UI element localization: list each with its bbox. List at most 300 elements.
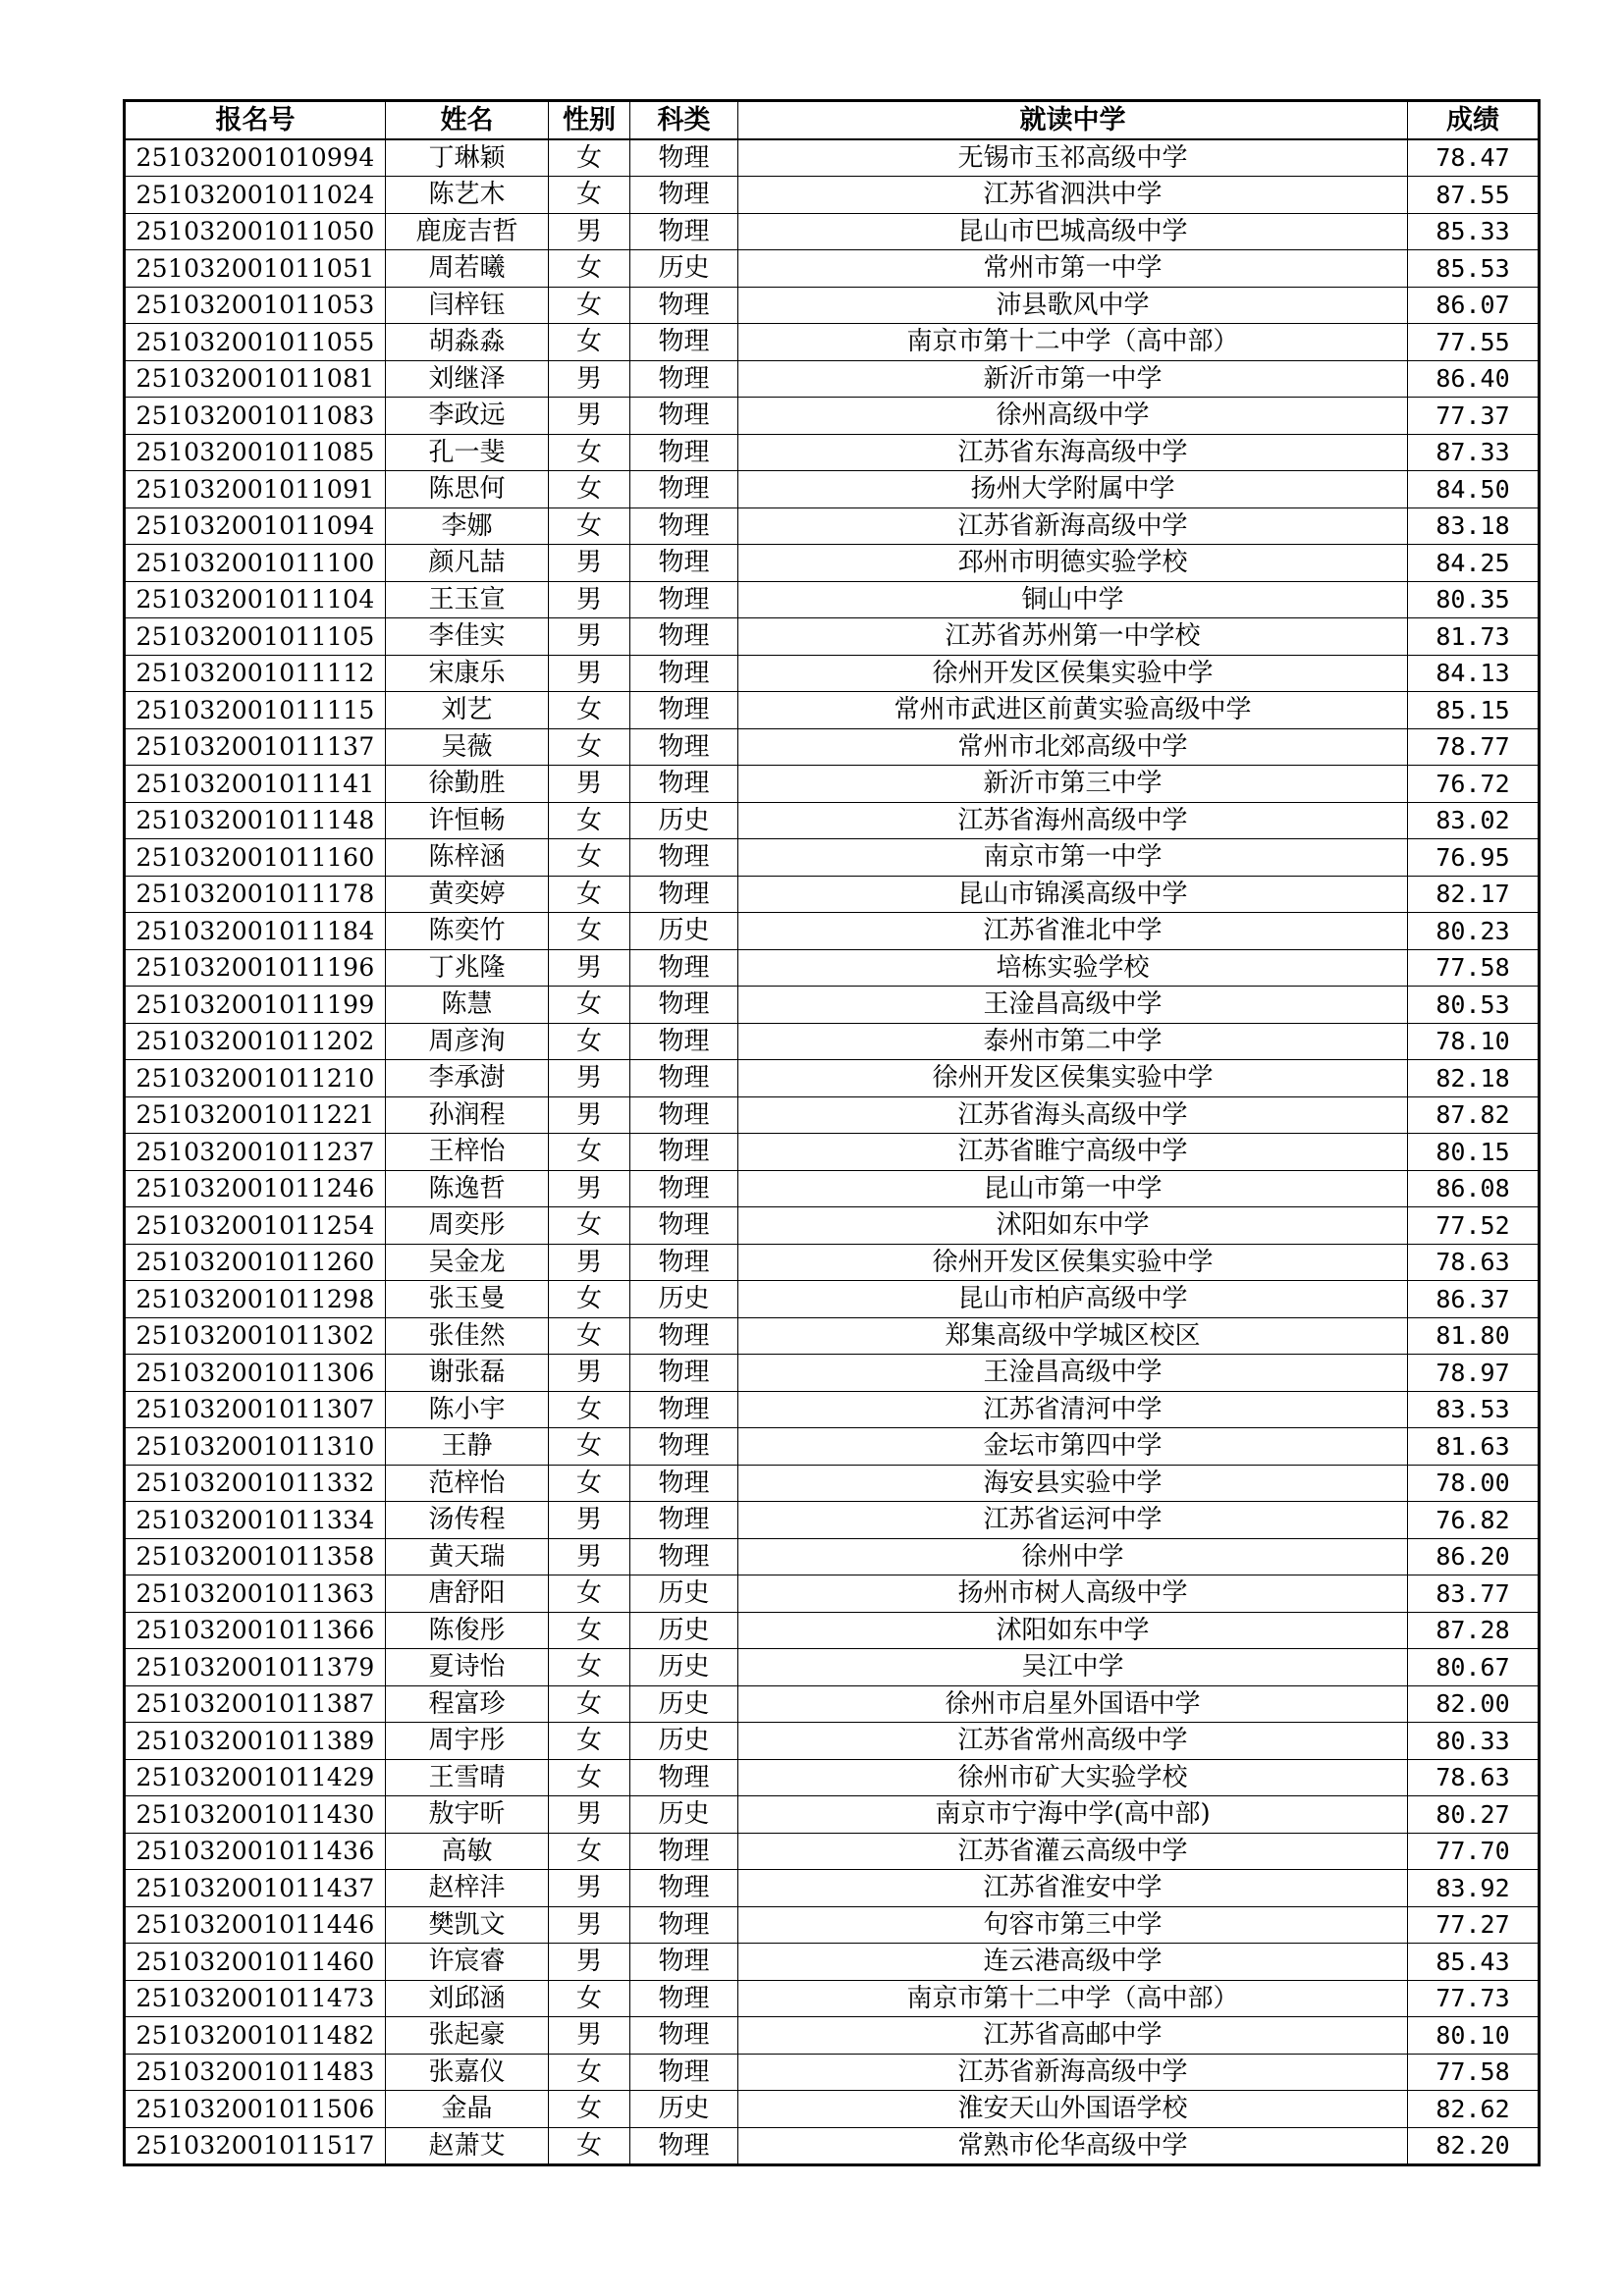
score-cell: 82.62 bbox=[1408, 2091, 1540, 2128]
score-cell: 78.10 bbox=[1408, 1023, 1540, 1060]
table-row bbox=[125, 1833, 1540, 1870]
school-cell: 南京市第十二中学（高中部） bbox=[738, 1980, 1408, 2017]
student-name-cell: 张佳然 bbox=[386, 1317, 549, 1355]
registration-number-cell: 251032001011112 bbox=[125, 655, 386, 692]
student-name-cell: 丁琳颖 bbox=[386, 139, 549, 177]
student-name-cell: 孔一斐 bbox=[386, 434, 549, 471]
score-cell: 84.25 bbox=[1408, 545, 1540, 582]
school-cell: 昆山市第一中学 bbox=[738, 1170, 1408, 1207]
table-row bbox=[125, 655, 1540, 692]
table-header bbox=[125, 101, 1540, 139]
table-row bbox=[125, 1317, 1540, 1355]
table-row bbox=[125, 1612, 1540, 1649]
subject-track-cell: 物理 bbox=[630, 1391, 738, 1428]
subject-track-cell: 物理 bbox=[630, 1906, 738, 1944]
subject-track-cell: 物理 bbox=[630, 949, 738, 987]
student-name-cell: 周若曦 bbox=[386, 250, 549, 288]
score-cell: 87.33 bbox=[1408, 434, 1540, 471]
table-row bbox=[125, 802, 1540, 839]
school-cell: 淮安天山外国语学校 bbox=[738, 2091, 1408, 2128]
gender-cell: 男 bbox=[549, 949, 630, 987]
gender-cell: 女 bbox=[549, 839, 630, 877]
score-cell: 78.77 bbox=[1408, 728, 1540, 766]
registration-number-cell: 251032001011237 bbox=[125, 1134, 386, 1171]
student-name-cell: 宋康乐 bbox=[386, 655, 549, 692]
gender-cell: 女 bbox=[549, 1465, 630, 1502]
table-row bbox=[125, 1944, 1540, 1981]
table-row bbox=[125, 1796, 1540, 1834]
subject-track-cell: 物理 bbox=[630, 1355, 738, 1392]
subject-track-cell: 物理 bbox=[630, 287, 738, 324]
registration-number-cell: 251032001011160 bbox=[125, 839, 386, 877]
subject-track-cell: 物理 bbox=[630, 692, 738, 729]
table-row bbox=[125, 1723, 1540, 1760]
registration-number-cell: 251032001011094 bbox=[125, 507, 386, 545]
header-school: 就读中学 bbox=[738, 101, 1408, 139]
table-row bbox=[125, 1060, 1540, 1097]
table-row bbox=[125, 2054, 1540, 2091]
subject-track-cell: 历史 bbox=[630, 1685, 738, 1723]
subject-track-cell: 物理 bbox=[630, 1428, 738, 1466]
student-name-cell: 黄天瑞 bbox=[386, 1538, 549, 1575]
score-cell: 85.53 bbox=[1408, 250, 1540, 288]
gender-cell: 男 bbox=[549, 766, 630, 803]
subject-track-cell: 物理 bbox=[630, 1833, 738, 1870]
table-row bbox=[125, 728, 1540, 766]
registration-number-cell: 251032001011446 bbox=[125, 1906, 386, 1944]
score-cell: 80.33 bbox=[1408, 1723, 1540, 1760]
score-cell: 86.08 bbox=[1408, 1170, 1540, 1207]
registration-number-cell: 251032001011307 bbox=[125, 1391, 386, 1428]
student-name-cell: 陈逸哲 bbox=[386, 1170, 549, 1207]
gender-cell: 女 bbox=[549, 1134, 630, 1171]
student-name-cell: 陈慧 bbox=[386, 987, 549, 1024]
score-cell: 87.28 bbox=[1408, 1612, 1540, 1649]
gender-cell: 女 bbox=[549, 1391, 630, 1428]
registration-number-cell: 251032001011430 bbox=[125, 1796, 386, 1834]
school-cell: 江苏省灌云高级中学 bbox=[738, 1833, 1408, 1870]
school-cell: 培栋实验学校 bbox=[738, 949, 1408, 987]
school-cell: 江苏省清河中学 bbox=[738, 1391, 1408, 1428]
gender-cell: 女 bbox=[549, 250, 630, 288]
student-name-cell: 程富珍 bbox=[386, 1685, 549, 1723]
school-cell: 徐州市启星外国语中学 bbox=[738, 1685, 1408, 1723]
subject-track-cell: 历史 bbox=[630, 1281, 738, 1318]
score-cell: 78.63 bbox=[1408, 1759, 1540, 1796]
registration-number-cell: 251032001011260 bbox=[125, 1244, 386, 1281]
subject-track-cell: 物理 bbox=[630, 766, 738, 803]
registration-number-cell: 251032001011055 bbox=[125, 324, 386, 361]
student-name-cell: 许宸睿 bbox=[386, 1944, 549, 1981]
registration-number-cell: 251032001011199 bbox=[125, 987, 386, 1024]
student-name-cell: 周奕彤 bbox=[386, 1207, 549, 1245]
student-name-cell: 李佳实 bbox=[386, 618, 549, 656]
table-row bbox=[125, 1906, 1540, 1944]
table-row bbox=[125, 618, 1540, 656]
score-cell: 87.55 bbox=[1408, 177, 1540, 214]
table-row bbox=[125, 1023, 1540, 1060]
gender-cell: 女 bbox=[549, 1649, 630, 1686]
gender-cell: 男 bbox=[549, 398, 630, 435]
gender-cell: 男 bbox=[549, 1355, 630, 1392]
registration-number-cell: 251032001011332 bbox=[125, 1465, 386, 1502]
registration-number-cell: 251032001011254 bbox=[125, 1207, 386, 1245]
table-row bbox=[125, 1465, 1540, 1502]
table-body bbox=[125, 139, 1540, 2165]
score-cell: 77.73 bbox=[1408, 1980, 1540, 2017]
registration-number-cell: 251032001011141 bbox=[125, 766, 386, 803]
table-row bbox=[125, 987, 1540, 1024]
school-cell: 江苏省睢宁高级中学 bbox=[738, 1134, 1408, 1171]
school-cell: 郑集高级中学城区校区 bbox=[738, 1317, 1408, 1355]
gender-cell: 男 bbox=[549, 545, 630, 582]
table-row bbox=[125, 545, 1540, 582]
gender-cell: 女 bbox=[549, 324, 630, 361]
school-cell: 江苏省海头高级中学 bbox=[738, 1096, 1408, 1134]
school-cell: 江苏省运河中学 bbox=[738, 1502, 1408, 1539]
student-name-cell: 刘邱涵 bbox=[386, 1980, 549, 2017]
registration-number-cell: 251032001011050 bbox=[125, 213, 386, 250]
gender-cell: 女 bbox=[549, 1612, 630, 1649]
subject-track-cell: 物理 bbox=[630, 876, 738, 913]
gender-cell: 女 bbox=[549, 507, 630, 545]
registration-number-cell: 251032001011081 bbox=[125, 360, 386, 398]
registration-number-cell: 251032001011024 bbox=[125, 177, 386, 214]
school-cell: 王淦昌高级中学 bbox=[738, 1355, 1408, 1392]
table-row bbox=[125, 1649, 1540, 1686]
registration-number-cell: 251032001011306 bbox=[125, 1355, 386, 1392]
registration-number-cell: 251032001011184 bbox=[125, 913, 386, 950]
registration-number-cell: 251032001011437 bbox=[125, 1870, 386, 1907]
score-cell: 80.10 bbox=[1408, 2017, 1540, 2055]
student-name-cell: 李承澍 bbox=[386, 1060, 549, 1097]
gender-cell: 男 bbox=[549, 1796, 630, 1834]
score-cell: 84.13 bbox=[1408, 655, 1540, 692]
subject-track-cell: 物理 bbox=[630, 2054, 738, 2091]
registration-number-cell: 251032001011051 bbox=[125, 250, 386, 288]
subject-track-cell: 物理 bbox=[630, 139, 738, 177]
subject-track-cell: 历史 bbox=[630, 1575, 738, 1613]
registration-number-cell: 251032001011483 bbox=[125, 2054, 386, 2091]
student-name-cell: 张起豪 bbox=[386, 2017, 549, 2055]
student-name-cell: 张嘉仪 bbox=[386, 2054, 549, 2091]
gender-cell: 女 bbox=[549, 139, 630, 177]
score-cell: 80.53 bbox=[1408, 987, 1540, 1024]
subject-track-cell: 物理 bbox=[630, 1096, 738, 1134]
school-cell: 徐州中学 bbox=[738, 1538, 1408, 1575]
subject-track-cell: 物理 bbox=[630, 728, 738, 766]
subject-track-cell: 历史 bbox=[630, 1796, 738, 1834]
header-name: 姓名 bbox=[386, 101, 549, 139]
table-row bbox=[125, 1207, 1540, 1245]
registration-number-cell: 251032001011221 bbox=[125, 1096, 386, 1134]
gender-cell: 男 bbox=[549, 1538, 630, 1575]
registration-number-cell: 251032001011246 bbox=[125, 1170, 386, 1207]
score-cell: 85.15 bbox=[1408, 692, 1540, 729]
school-cell: 江苏省东海高级中学 bbox=[738, 434, 1408, 471]
gender-cell: 男 bbox=[549, 1244, 630, 1281]
gender-cell: 女 bbox=[549, 876, 630, 913]
student-name-cell: 王玉宣 bbox=[386, 581, 549, 618]
school-cell: 江苏省高邮中学 bbox=[738, 2017, 1408, 2055]
registration-number-cell: 251032001011148 bbox=[125, 802, 386, 839]
school-cell: 南京市第一中学 bbox=[738, 839, 1408, 877]
score-cell: 80.35 bbox=[1408, 581, 1540, 618]
registration-number-cell: 251032001011100 bbox=[125, 545, 386, 582]
table-row bbox=[125, 692, 1540, 729]
subject-track-cell: 物理 bbox=[630, 1502, 738, 1539]
score-cell: 77.58 bbox=[1408, 949, 1540, 987]
registration-number-cell: 251032001011358 bbox=[125, 1538, 386, 1575]
subject-track-cell: 物理 bbox=[630, 1060, 738, 1097]
school-cell: 江苏省新海高级中学 bbox=[738, 507, 1408, 545]
table-row bbox=[125, 2091, 1540, 2128]
score-cell: 83.18 bbox=[1408, 507, 1540, 545]
student-name-cell: 李政远 bbox=[386, 398, 549, 435]
student-name-cell: 谢张磊 bbox=[386, 1355, 549, 1392]
student-name-cell: 闫梓钰 bbox=[386, 287, 549, 324]
score-cell: 82.17 bbox=[1408, 876, 1540, 913]
score-cell: 85.43 bbox=[1408, 1944, 1540, 1981]
school-cell: 海安县实验中学 bbox=[738, 1465, 1408, 1502]
header-gender: 性别 bbox=[549, 101, 630, 139]
table-row bbox=[125, 139, 1540, 177]
table-row bbox=[125, 471, 1540, 508]
student-name-cell: 许恒畅 bbox=[386, 802, 549, 839]
score-cell: 80.27 bbox=[1408, 1796, 1540, 1834]
score-cell: 80.23 bbox=[1408, 913, 1540, 950]
score-cell: 80.67 bbox=[1408, 1649, 1540, 1686]
registration-number-cell: 251032001011363 bbox=[125, 1575, 386, 1613]
school-cell: 江苏省常州高级中学 bbox=[738, 1723, 1408, 1760]
score-cell: 78.00 bbox=[1408, 1465, 1540, 1502]
table-row bbox=[125, 324, 1540, 361]
gender-cell: 男 bbox=[549, 581, 630, 618]
score-cell: 87.82 bbox=[1408, 1096, 1540, 1134]
school-cell: 金坛市第四中学 bbox=[738, 1428, 1408, 1466]
registration-number-cell: 251032001011517 bbox=[125, 2127, 386, 2165]
table-row bbox=[125, 434, 1540, 471]
header-subject-track: 科类 bbox=[630, 101, 738, 139]
registration-number-cell: 251032001010994 bbox=[125, 139, 386, 177]
student-name-cell: 范梓怡 bbox=[386, 1465, 549, 1502]
student-name-cell: 王静 bbox=[386, 1428, 549, 1466]
score-cell: 82.20 bbox=[1408, 2127, 1540, 2165]
gender-cell: 男 bbox=[549, 1060, 630, 1097]
registration-number-cell: 251032001011436 bbox=[125, 1833, 386, 1870]
gender-cell: 男 bbox=[549, 360, 630, 398]
table-row bbox=[125, 1096, 1540, 1134]
gender-cell: 女 bbox=[549, 1980, 630, 2017]
student-name-cell: 张玉曼 bbox=[386, 1281, 549, 1318]
school-cell: 无锡市玉祁高级中学 bbox=[738, 139, 1408, 177]
table-row bbox=[125, 1575, 1540, 1613]
student-name-cell: 敖宇昕 bbox=[386, 1796, 549, 1834]
registration-number-cell: 251032001011105 bbox=[125, 618, 386, 656]
subject-track-cell: 物理 bbox=[630, 471, 738, 508]
score-cell: 86.37 bbox=[1408, 1281, 1540, 1318]
subject-track-cell: 物理 bbox=[630, 839, 738, 877]
school-cell: 昆山市柏庐高级中学 bbox=[738, 1281, 1408, 1318]
score-cell: 77.37 bbox=[1408, 398, 1540, 435]
student-name-cell: 樊凯文 bbox=[386, 1906, 549, 1944]
header-registration-number: 报名号 bbox=[125, 101, 386, 139]
student-name-cell: 陈奕竹 bbox=[386, 913, 549, 950]
registration-number-cell: 251032001011115 bbox=[125, 692, 386, 729]
registration-number-cell: 251032001011053 bbox=[125, 287, 386, 324]
subject-track-cell: 物理 bbox=[630, 618, 738, 656]
student-name-cell: 刘继泽 bbox=[386, 360, 549, 398]
student-name-cell: 吴薇 bbox=[386, 728, 549, 766]
score-cell: 85.33 bbox=[1408, 213, 1540, 250]
score-cell: 83.77 bbox=[1408, 1575, 1540, 1613]
subject-track-cell: 物理 bbox=[630, 1170, 738, 1207]
table-row bbox=[125, 913, 1540, 950]
table-row bbox=[125, 1134, 1540, 1171]
table-row bbox=[125, 287, 1540, 324]
table-row bbox=[125, 2127, 1540, 2165]
subject-track-cell: 物理 bbox=[630, 434, 738, 471]
student-name-cell: 王梓怡 bbox=[386, 1134, 549, 1171]
gender-cell: 女 bbox=[549, 471, 630, 508]
score-cell: 84.50 bbox=[1408, 471, 1540, 508]
gender-cell: 女 bbox=[549, 1317, 630, 1355]
table-row bbox=[125, 581, 1540, 618]
table-row bbox=[125, 1281, 1540, 1318]
registration-number-cell: 251032001011178 bbox=[125, 876, 386, 913]
student-name-cell: 黄奕婷 bbox=[386, 876, 549, 913]
score-table bbox=[123, 99, 1541, 2166]
school-cell: 江苏省苏州第一中学校 bbox=[738, 618, 1408, 656]
gender-cell: 女 bbox=[549, 1575, 630, 1613]
subject-track-cell: 物理 bbox=[630, 1944, 738, 1981]
school-cell: 徐州市矿大实验学校 bbox=[738, 1759, 1408, 1796]
table-row bbox=[125, 398, 1540, 435]
subject-track-cell: 物理 bbox=[630, 655, 738, 692]
student-name-cell: 陈俊彤 bbox=[386, 1612, 549, 1649]
student-name-cell: 陈思何 bbox=[386, 471, 549, 508]
subject-track-cell: 物理 bbox=[630, 507, 738, 545]
registration-number-cell: 251032001011366 bbox=[125, 1612, 386, 1649]
gender-cell: 女 bbox=[549, 913, 630, 950]
table-row bbox=[125, 1244, 1540, 1281]
school-cell: 王淦昌高级中学 bbox=[738, 987, 1408, 1024]
gender-cell: 女 bbox=[549, 177, 630, 214]
student-name-cell: 汤传程 bbox=[386, 1502, 549, 1539]
student-name-cell: 夏诗怡 bbox=[386, 1649, 549, 1686]
gender-cell: 女 bbox=[549, 692, 630, 729]
gender-cell: 男 bbox=[549, 1906, 630, 1944]
subject-track-cell: 物理 bbox=[630, 1207, 738, 1245]
school-cell: 常州市武进区前黄实验高级中学 bbox=[738, 692, 1408, 729]
registration-number-cell: 251032001011202 bbox=[125, 1023, 386, 1060]
student-name-cell: 刘艺 bbox=[386, 692, 549, 729]
score-cell: 77.52 bbox=[1408, 1207, 1540, 1245]
table-row bbox=[125, 1685, 1540, 1723]
gender-cell: 女 bbox=[549, 1207, 630, 1245]
gender-cell: 男 bbox=[549, 1096, 630, 1134]
school-cell: 常熟市伦华高级中学 bbox=[738, 2127, 1408, 2165]
subject-track-cell: 物理 bbox=[630, 1538, 738, 1575]
student-name-cell: 李娜 bbox=[386, 507, 549, 545]
score-cell: 86.07 bbox=[1408, 287, 1540, 324]
subject-track-cell: 物理 bbox=[630, 545, 738, 582]
subject-track-cell: 物理 bbox=[630, 398, 738, 435]
table-row bbox=[125, 250, 1540, 288]
gender-cell: 女 bbox=[549, 1833, 630, 1870]
school-cell: 南京市宁海中学(高中部) bbox=[738, 1796, 1408, 1834]
table-row bbox=[125, 949, 1540, 987]
gender-cell: 女 bbox=[549, 1723, 630, 1760]
subject-track-cell: 物理 bbox=[630, 2127, 738, 2165]
table-row bbox=[125, 766, 1540, 803]
registration-number-cell: 251032001011334 bbox=[125, 1502, 386, 1539]
table-row bbox=[125, 507, 1540, 545]
table-row bbox=[125, 1428, 1540, 1466]
header-row bbox=[125, 101, 1540, 139]
table-row bbox=[125, 1759, 1540, 1796]
registration-number-cell: 251032001011210 bbox=[125, 1060, 386, 1097]
subject-track-cell: 物理 bbox=[630, 581, 738, 618]
student-name-cell: 周宇彤 bbox=[386, 1723, 549, 1760]
student-name-cell: 唐舒阳 bbox=[386, 1575, 549, 1613]
school-cell: 新沂市第一中学 bbox=[738, 360, 1408, 398]
gender-cell: 女 bbox=[549, 987, 630, 1024]
table-row bbox=[125, 1980, 1540, 2017]
school-cell: 铜山中学 bbox=[738, 581, 1408, 618]
student-name-cell: 孙润程 bbox=[386, 1096, 549, 1134]
subject-track-cell: 物理 bbox=[630, 987, 738, 1024]
gender-cell: 男 bbox=[549, 1502, 630, 1539]
gender-cell: 女 bbox=[549, 2091, 630, 2128]
score-cell: 86.40 bbox=[1408, 360, 1540, 398]
score-cell: 78.47 bbox=[1408, 139, 1540, 177]
student-name-cell: 陈小宇 bbox=[386, 1391, 549, 1428]
score-cell: 81.80 bbox=[1408, 1317, 1540, 1355]
school-cell: 沭阳如东中学 bbox=[738, 1207, 1408, 1245]
registration-number-cell: 251032001011379 bbox=[125, 1649, 386, 1686]
registration-number-cell: 251032001011085 bbox=[125, 434, 386, 471]
table-row bbox=[125, 1391, 1540, 1428]
subject-track-cell: 历史 bbox=[630, 2091, 738, 2128]
gender-cell: 男 bbox=[549, 655, 630, 692]
subject-track-cell: 物理 bbox=[630, 1870, 738, 1907]
gender-cell: 女 bbox=[549, 1685, 630, 1723]
student-name-cell: 赵萧艾 bbox=[386, 2127, 549, 2165]
gender-cell: 女 bbox=[549, 2127, 630, 2165]
header-score: 成绩 bbox=[1408, 101, 1540, 139]
gender-cell: 女 bbox=[549, 287, 630, 324]
student-name-cell: 胡淼淼 bbox=[386, 324, 549, 361]
school-cell: 邳州市明德实验学校 bbox=[738, 545, 1408, 582]
table-row bbox=[125, 213, 1540, 250]
table-row bbox=[125, 360, 1540, 398]
gender-cell: 女 bbox=[549, 1023, 630, 1060]
table-row bbox=[125, 839, 1540, 877]
table-row bbox=[125, 1355, 1540, 1392]
gender-cell: 女 bbox=[549, 728, 630, 766]
subject-track-cell: 物理 bbox=[630, 1244, 738, 1281]
registration-number-cell: 251032001011091 bbox=[125, 471, 386, 508]
gender-cell: 女 bbox=[549, 1281, 630, 1318]
gender-cell: 女 bbox=[549, 434, 630, 471]
school-cell: 江苏省泗洪中学 bbox=[738, 177, 1408, 214]
gender-cell: 男 bbox=[549, 1870, 630, 1907]
table-row bbox=[125, 1870, 1540, 1907]
gender-cell: 男 bbox=[549, 2017, 630, 2055]
school-cell: 昆山市巴城高级中学 bbox=[738, 213, 1408, 250]
registration-number-cell: 251032001011387 bbox=[125, 1685, 386, 1723]
